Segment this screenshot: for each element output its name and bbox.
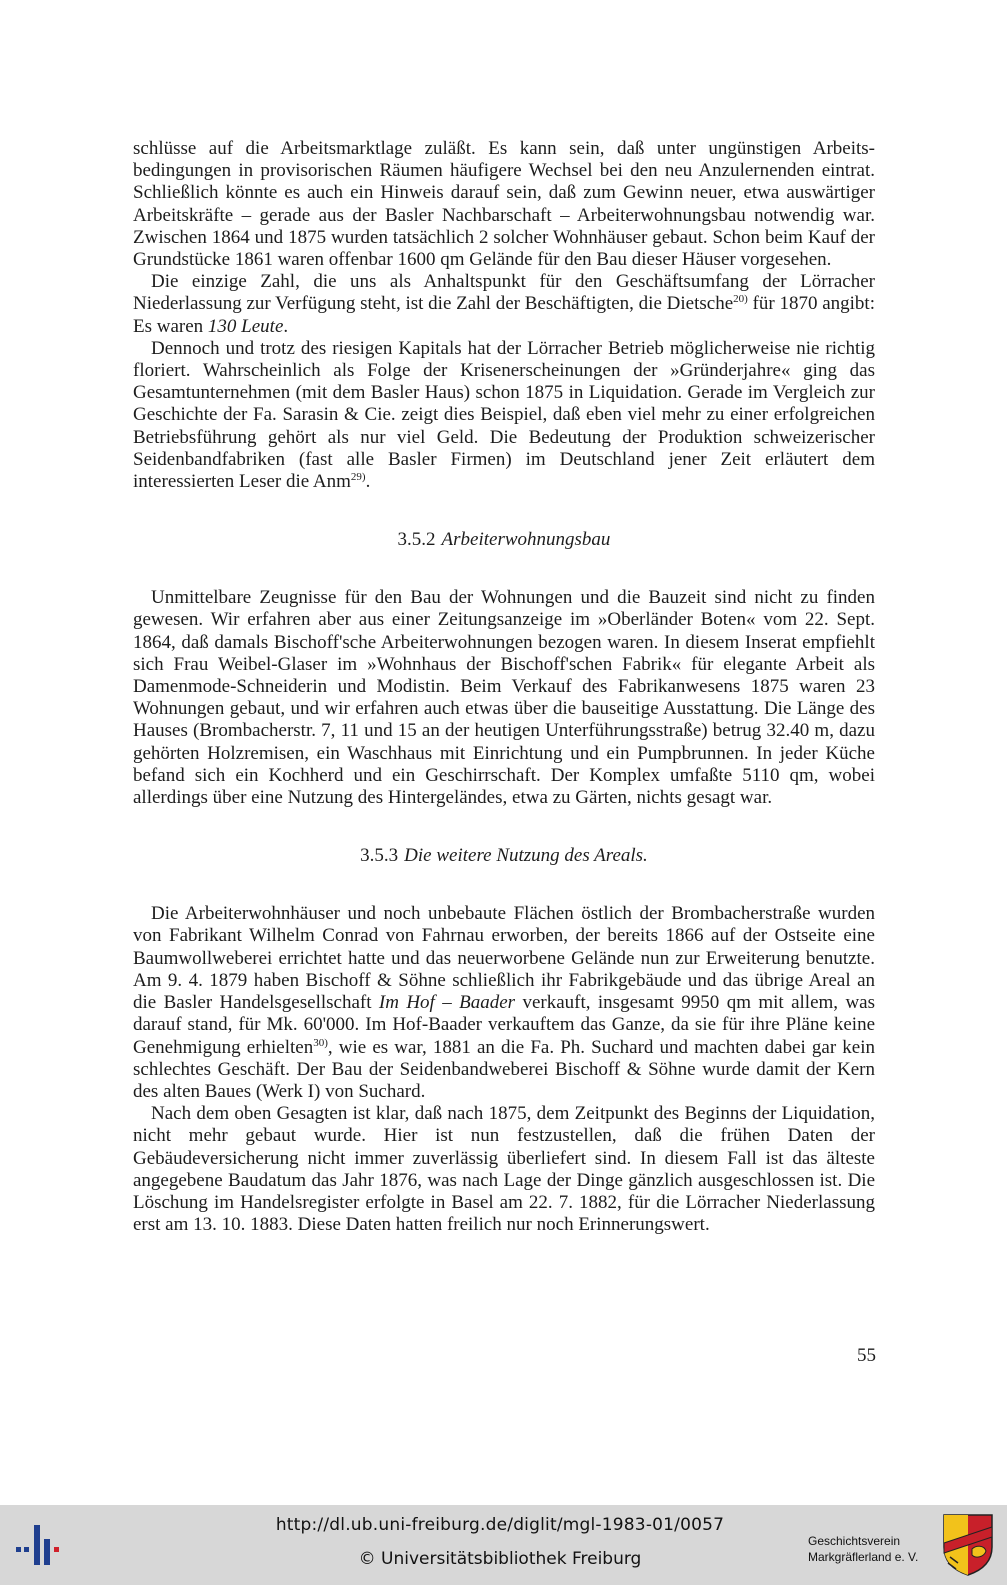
text-run: . [283, 315, 289, 337]
footnote-ref: 30) [313, 1036, 328, 1049]
footer-bar [0, 1505, 1007, 1585]
text-run: Dennoch und trotz des riesigen Kapitals hat der Lörracher Betrieb möglicherweise nie richtig floriert. Wahrscheinlich als Folge der Krisenerscheinungen der »Gründerjahre« ging das Gesamtunternehmen (mit dem Basler Haus) schon 1875 in Liquidation. Gerade im Vergleich zur Geschichte der Fa. Sarasin & Cie. zeigt dies Beispiel, daß eben viel mehr zu einer erfolgreichen Betriebsführung gehört als nur viel Geld. Die Bedeutung der Produktion schweizerischer Seidenbandfabriken (fast alle Basler Firmen) im Deutschland jener Zeit erläutert dem interessierten Leser die Anm [133, 337, 875, 493]
text-run: verkauft, insgesamt 9950 qm mit allem, was darauf stand, für Mk. 60'000. Im Hof-Baader verkauftem das Ganze, da sie für ihre Pläne keine Genehmigung erhielten [133, 992, 875, 1058]
society-line: Geschichtsverein [808, 1534, 901, 1548]
section-title: Arbeiterwohnungsbau [441, 529, 611, 551]
section-number: 3.5.3 [360, 845, 399, 867]
society-name [808, 1533, 933, 1565]
footnote-ref: 20) [733, 293, 748, 306]
section-number: 3.5.2 [397, 529, 436, 551]
emphasis: 130 Leute [207, 315, 284, 337]
section-heading-352 [133, 529, 875, 551]
section-heading-353 [133, 845, 875, 867]
paragraph [133, 338, 875, 493]
paragraph: Nach dem oben Gesagten ist klar, daß nach 1875, dem Zeitpunkt des Beginns der Liquidation, nicht mehr gebaut wurde. Hier ist nun festzustellen, daß die frühen Daten der Gebäudeversicherung nicht immer zuverlässig überliefert sind. In diesem Fall ist das älteste angegebene Baudatum das Jahr 1876, was nach Lage der Dinge gänzlich ausgeschlossen ist. Die Löschung im Handelsregister erfolgte in Basel am 22. 7. 1882, für die Lörracher Niederlassung erst am 13. 10. 1883. Diese Daten hatten freilich nur noch Erinnerungswert. [133, 1103, 875, 1236]
paragraph [133, 903, 875, 1103]
section-title: Die weitere Nutzung des Areals. [404, 845, 648, 867]
text-run: Die einzige Zahl, die uns als Anhaltspunkt für den Geschäftsumfang der Lörracher Niederlassung zur Verfügung steht, ist die Zahl der Beschäftigten, die Dietsche [133, 271, 875, 315]
paragraph: schlüsse auf die Arbeitsmarktlage zuläßt. Es kann sein, daß unter ungünstigen Arbeitsbedingungen in provisorischen Räumen häufigere Wechsel bei den neu Anzulernenden eintrat. Schließlich könnte es auch ein Hinweis darauf sein, daß zum Gewinn neuer, etwa auswärtiger Arbeitskräfte – gerade aus der Basler Nachbarschaft – Arbeiterwohnungsbau notwendig war. Zwischen 1864 und 1875 wurden tatsächlich 2 solcher Wohnhäuser gebaut. Schon beim Kauf der Grundstücke 1861 waren offenbar 1600 qm Gelände für den Bau dieser Häuser vorgesehen. [133, 138, 875, 271]
coat-of-arms-icon [942, 1513, 994, 1577]
footnote-ref: 29) [350, 471, 366, 484]
emphasis: Im Hof – Baader [378, 992, 516, 1014]
library-logo-icon[interactable] [14, 1519, 66, 1571]
footer-url-link[interactable]: http://dl.ub.uni-freiburg.de/diglit/mgl-1983-01/0057 [275, 1515, 725, 1535]
text-run: für 1870 angibt: Es waren [133, 293, 875, 337]
text-run: , wie es war, 1881 an die Fa. Ph. Suchard und machten dabei gar kein schlechtes Geschäft. Der Bau der Seidenbandweberei Bischoff & Söhne wurde damit der Kern des alten Baues (Werk I) von Suchard. [133, 1036, 875, 1102]
page-number: 55 [857, 1345, 876, 1366]
paragraph [133, 271, 875, 338]
text-run: . [365, 471, 371, 493]
footer-copyright: © Universitätsbibliothek Freiburg [358, 1549, 642, 1569]
society-line: Markgräflerland e. V. [808, 1550, 919, 1564]
text-run: Die Arbeiterwohnhäuser und noch unbebaute Flächen östlich der Brombacherstraße wurden von Fabrikant Wilhelm Conrad von Fahrnau erworben, der bereits 1866 auf der Ostseite eine Baumwollweberei errichtet hatte und das neuerworbene Gelände nun zur Erweiterung benutzte. Am 9. 4. 1879 haben Bischoff & Söhne schließlich ihr Fabrikgebäude und das übrige Areal an die Basler Handelsgesellschaft [133, 903, 875, 1014]
paragraph: Unmittelbare Zeugnisse für den Bau der Wohnungen und die Bauzeit sind nicht zu finden gewesen. Wir erfahren aber aus einer Zeitungsanzeige im »Oberländer Boten« vom 22. Sept. 1864, daß damals Bischoff'sche Arbeiterwohnungen bezogen waren. In diesem Inserat empfiehlt sich Frau Weibel-Glaser im »Wohnhaus der Bischoff'schen Fabrik« für elegante Arbeit als Damenmode-Schneiderin und Modistin. Beim Verkauf des Fabrikanwesens 1875 waren 23 Wohnungen gebaut, und wir erfahren auch etwas über die bauseitige Ausstattung. Die Länge des Hauses (Brombacherstr. 7, 11 und 15 an der heutigen Unterführungsstraße) betrug 32.40 m, dazu gehörten Holzremisen, ein Waschhaus mit Einrichtung und ein Pumpbrunnen. In jeder Küche befand sich ein Kochherd und ein Geschirrschaft. Der Komplex umfaßte 5110 qm, wobei allerdings über eine Nutzung des Hintergeländes, etwa zu Gärten, nichts gesagt war. [133, 587, 875, 809]
page-body [133, 138, 875, 1236]
